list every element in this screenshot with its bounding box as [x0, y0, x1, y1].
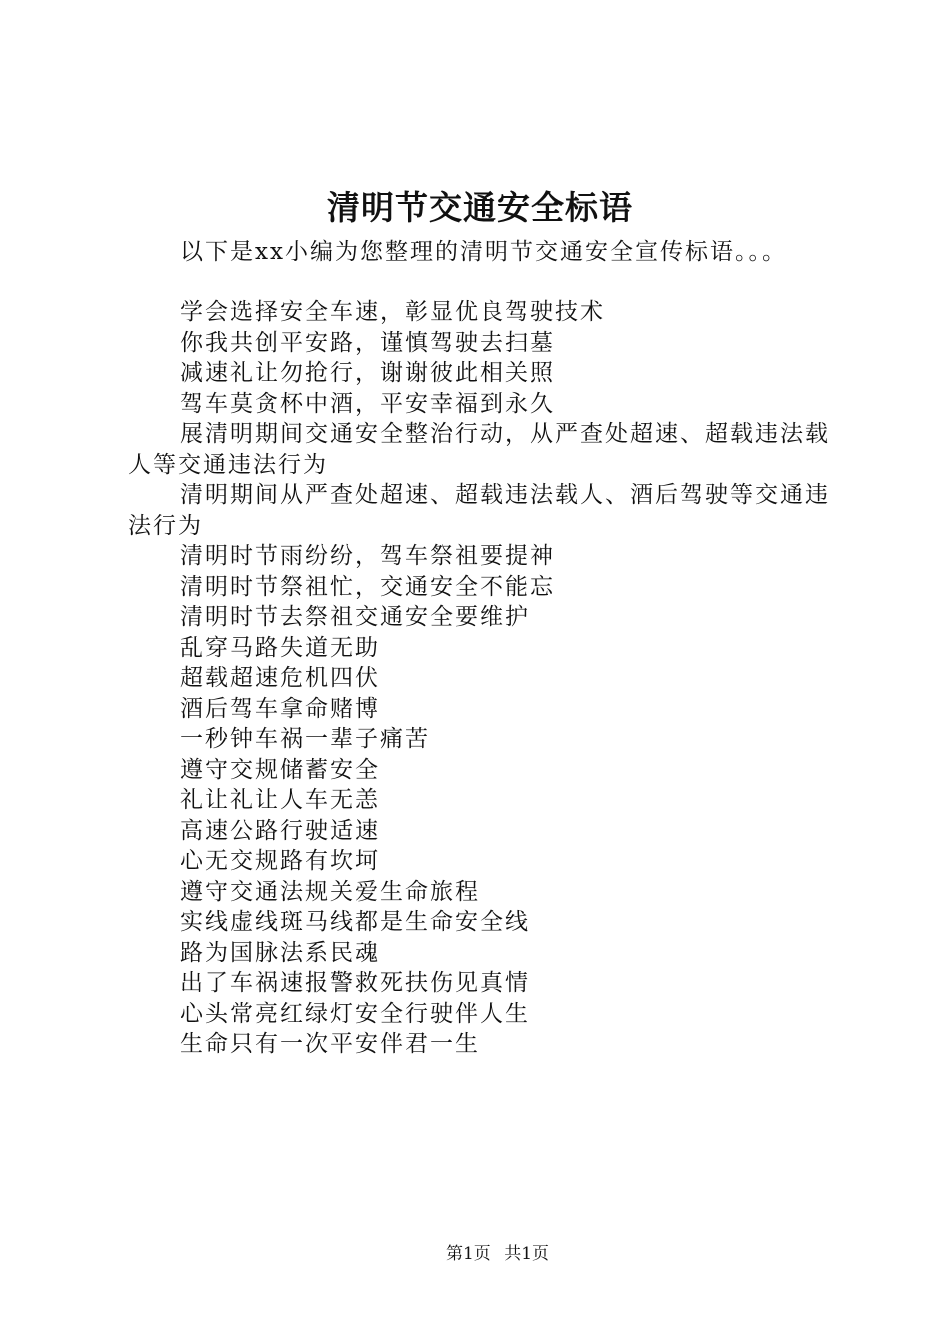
- slogan-line: 展清明期间交通安全整治行动，从严查处超速、超载违法载人等交通违法行为: [128, 421, 830, 478]
- page-number: 第1页: [445, 1244, 491, 1264]
- slogan-line: 生命只有一次平安伴君一生: [180, 1031, 480, 1057]
- slogan-line: 清明期间从严查处超速、超载违法载人、酒后驾驶等交通违法行为: [128, 482, 830, 539]
- slogan-line: 遵守交通法规关爱生命旅程: [180, 878, 480, 905]
- slogan-list: [128, 297, 838, 1060]
- slogan-line: 清明时节祭祖忙，交通安全不能忘: [180, 573, 555, 600]
- page-total: 共1页: [504, 1244, 550, 1264]
- slogan-line: 路为国脉法系民魂: [180, 939, 380, 966]
- slogan-line: 酒后驾车拿命赌博: [180, 695, 380, 722]
- page-footer: [0, 1242, 950, 1266]
- slogan-line: 清明时节雨纷纷，驾车祭祖要提神: [180, 543, 555, 569]
- slogan-line: 你我共创平安路，谨慎驾驶去扫墓: [180, 329, 555, 356]
- slogan-line: 驾车莫贪杯中酒，平安幸福到永久: [180, 390, 555, 417]
- slogan-line: 学会选择安全车速，彰显优良驾驶技术: [180, 299, 605, 325]
- slogan-line: 出了车祸速报警救死扶伤见真情: [180, 970, 530, 996]
- slogan-line: 礼让礼让人车无恙: [180, 787, 380, 813]
- slogan-line: 实线虚线斑马线都是生命安全线: [180, 909, 530, 935]
- slogan-line: 超载超速危机四伏: [180, 665, 380, 691]
- slogan-line: 减速礼让勿抢行，谢谢彼此相关照: [180, 360, 555, 386]
- slogan-line: 一秒钟车祸一辈子痛苦: [180, 726, 430, 752]
- slogan-line: 清明时节去祭祖交通安全要维护: [180, 604, 530, 630]
- slogan-line: 遵守交规储蓄安全: [180, 756, 380, 783]
- slogan-line: 乱穿马路失道无助: [180, 634, 380, 661]
- slogan-line: 高速公路行驶适速: [180, 817, 380, 844]
- document-title: 清明节交通安全标语: [327, 188, 633, 227]
- intro-paragraph: 以下是xx小编为您整理的清明节交通安全宣传标语。。。: [180, 239, 787, 265]
- slogan-line: 心头常亮红绿灯安全行驶伴人生: [180, 1000, 530, 1027]
- slogan-line: 心无交规路有坎坷: [180, 848, 380, 874]
